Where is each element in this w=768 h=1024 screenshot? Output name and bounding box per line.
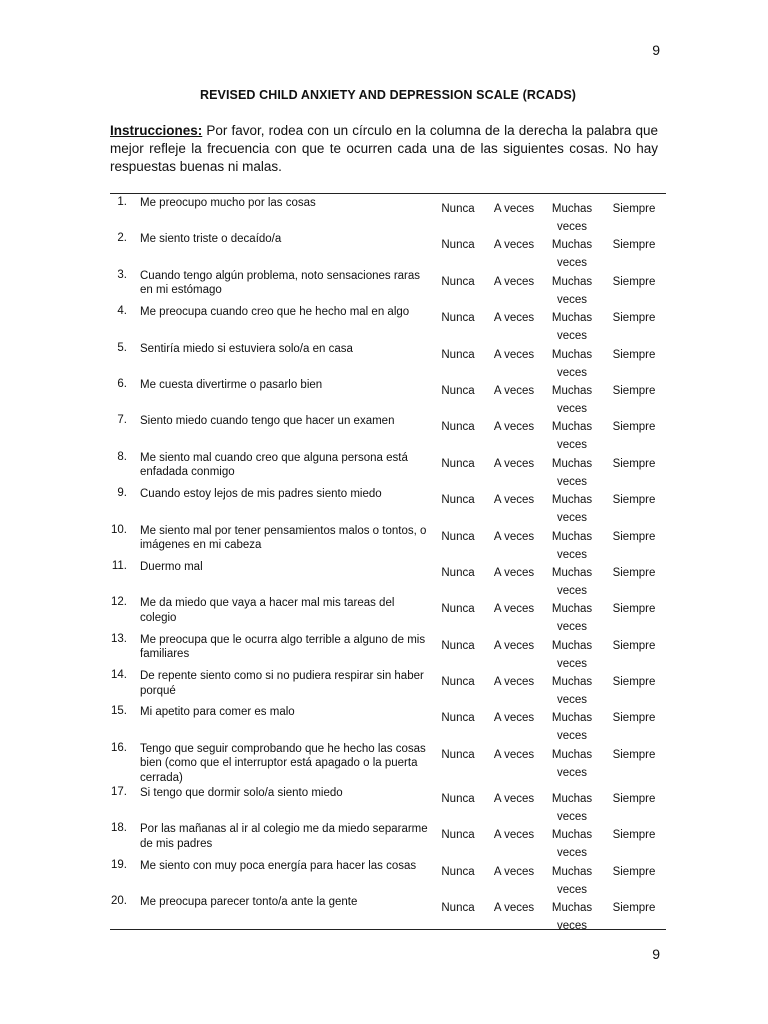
option-muchas-veces[interactable]	[544, 899, 600, 935]
table-row	[110, 667, 666, 707]
item-text: Me siento mal por tener pensamientos malos o tontos, o imágenes en mi cabeza	[140, 524, 427, 552]
option-siempre[interactable]: Siempre	[612, 421, 656, 434]
option-a-veces[interactable]: A veces	[493, 829, 535, 842]
option-siempre[interactable]: Siempre	[612, 902, 656, 915]
option-a-veces[interactable]: A veces	[493, 275, 535, 288]
option-muchas-line1: Muchas	[551, 712, 593, 725]
questionnaire-table	[110, 193, 666, 933]
option-siempre[interactable]: Siempre	[612, 348, 656, 361]
option-muchas-line2: veces	[556, 330, 588, 343]
option-a-veces[interactable]: A veces	[493, 348, 535, 361]
item-number: 16.	[111, 741, 127, 754]
option-muchas-line1: Muchas	[551, 603, 593, 616]
table-row	[110, 703, 666, 743]
option-nunca[interactable]: Nunca	[441, 566, 475, 579]
option-muchas-line1: Muchas	[551, 494, 593, 507]
table-row	[110, 194, 666, 233]
item-number: 19.	[111, 858, 127, 871]
option-muchas-line1: Muchas	[551, 421, 593, 434]
item-text: Tengo que seguir comprobando que he hecho las cosas bien (como que el interruptor está apagado o la puerta cerrada)	[140, 742, 426, 784]
option-muchas-line1: Muchas	[551, 639, 593, 652]
page-title: REVISED CHILD ANXIETY AND DEPRESSION SCALE (RCADS)	[199, 88, 577, 102]
item-text: Por las mañanas al ir al colegio me da miedo separarme de mis padres	[140, 823, 428, 850]
option-a-veces[interactable]: A veces	[493, 676, 535, 689]
option-siempre[interactable]: Siempre	[612, 494, 656, 507]
option-muchas-line1: Muchas	[551, 748, 593, 761]
option-muchas-line1: Muchas	[551, 275, 593, 288]
table-row	[110, 784, 666, 823]
option-nunca[interactable]: Nunca	[441, 239, 475, 252]
option-nunca[interactable]: Nunca	[441, 902, 475, 915]
option-nunca[interactable]: Nunca	[441, 348, 475, 361]
option-muchas-line1: Muchas	[551, 530, 593, 543]
item-number: 7.	[117, 414, 127, 427]
item-text: Duermo mal	[140, 560, 203, 573]
option-siempre[interactable]: Siempre	[612, 748, 656, 761]
item-number: 10.	[111, 523, 127, 536]
option-nunca[interactable]: Nunca	[441, 676, 475, 689]
item-number: 3.	[117, 268, 127, 281]
option-siempre[interactable]: Siempre	[612, 275, 656, 288]
option-a-veces[interactable]: A veces	[493, 712, 535, 725]
item-number: 12.	[111, 596, 127, 609]
table-row	[110, 303, 666, 343]
option-muchas-line2: veces	[556, 883, 588, 896]
table-row	[110, 820, 666, 860]
option-muchas-line2: veces	[556, 657, 588, 670]
item-number: 5.	[117, 341, 127, 354]
instructions-paragraph	[110, 122, 658, 176]
item-number: 9.	[117, 487, 127, 500]
table-row	[110, 594, 666, 634]
option-a-veces[interactable]: A veces	[493, 494, 535, 507]
item-number: 17.	[111, 785, 127, 798]
option-nunca[interactable]: Nunca	[441, 384, 475, 397]
item-text: Me preocupo mucho por las cosas	[140, 197, 316, 209]
item-number: 18.	[111, 822, 127, 835]
option-muchas-line2: veces	[556, 439, 588, 452]
item-number: 20.	[111, 895, 127, 908]
option-muchas-line1: Muchas	[551, 457, 593, 470]
option-siempre[interactable]: Siempre	[612, 384, 656, 397]
item-text: Si tengo que dormir solo/a siento miedo	[140, 786, 343, 799]
option-muchas-line1: Muchas	[551, 829, 593, 842]
option-muchas-line2: veces	[556, 847, 588, 860]
option-siempre[interactable]: Siempre	[612, 457, 656, 470]
option-nunca[interactable]: Nunca	[441, 421, 475, 434]
option-nunca[interactable]: Nunca	[441, 275, 475, 288]
option-muchas-line2: veces	[556, 402, 588, 415]
option-muchas-line2: veces	[556, 766, 588, 779]
option-a-veces[interactable]: A veces	[493, 421, 535, 434]
option-nunca[interactable]: Nunca	[441, 494, 475, 507]
table-row	[110, 893, 666, 933]
item-number: 15.	[111, 705, 127, 718]
table-row	[110, 340, 666, 379]
table-row	[110, 857, 666, 896]
option-nunca[interactable]: Nunca	[441, 457, 475, 470]
item-number: 4.	[117, 305, 127, 318]
option-siempre[interactable]: Siempre	[612, 603, 656, 616]
option-muchas-line1: Muchas	[551, 312, 593, 325]
instructions-lead: Instrucciones:	[110, 123, 203, 138]
table-row	[110, 740, 666, 784]
option-muchas-line2: veces	[556, 221, 588, 233]
option-muchas-line1: Muchas	[551, 566, 593, 579]
option-siempre[interactable]: Siempre	[612, 312, 656, 325]
item-text: Me preocupa cuando creo que he hecho mal en algo	[140, 306, 410, 319]
table-row	[110, 267, 666, 306]
option-siempre[interactable]: Siempre	[612, 792, 656, 805]
item-text: Me siento triste o decaído/a	[140, 233, 282, 246]
instructions-body: Por favor, rodea con un círculo en la columna de la derecha la palabra que mejor refleje la frecuencia con que te ocurren cada una de las siguientes cosas. No hay respuestas buenas ni malas.	[110, 123, 658, 174]
item-text: Me cuesta divertirme o pasarlo bien	[140, 378, 323, 391]
option-a-veces[interactable]: A veces	[493, 865, 535, 878]
page-number-bottom: 9	[652, 946, 660, 962]
item-number: 2.	[117, 232, 127, 245]
option-siempre[interactable]: Siempre	[612, 639, 656, 652]
option-a-veces[interactable]: A veces	[493, 902, 535, 915]
option-muchas-line2: veces	[556, 810, 588, 823]
option-muchas-line2: veces	[556, 548, 588, 561]
option-a-veces[interactable]: A veces	[493, 748, 535, 761]
option-nunca[interactable]: Nunca	[441, 712, 475, 725]
option-siempre[interactable]: Siempre	[612, 676, 656, 689]
item-text: Me siento mal cuando creo que alguna persona está enfadada conmigo	[140, 451, 408, 479]
option-a-veces[interactable]: A veces	[493, 203, 535, 215]
page-number-top: 9	[652, 42, 660, 58]
option-muchas-line1: Muchas	[551, 902, 593, 915]
option-a-veces[interactable]: A veces	[493, 603, 535, 616]
option-muchas-line2: veces	[556, 730, 588, 743]
option-siempre[interactable]: Siempre	[612, 712, 656, 725]
item-number: 6.	[117, 377, 127, 390]
table-row	[110, 412, 666, 452]
option-a-veces[interactable]: A veces	[493, 639, 535, 652]
item-text: Cuando estoy lejos de mis padres siento miedo	[140, 488, 382, 501]
table-row	[110, 631, 666, 670]
option-nunca[interactable]: Nunca	[441, 203, 475, 215]
option-muchas-line1: Muchas	[551, 203, 593, 215]
option-nunca[interactable]: Nunca	[441, 748, 475, 761]
option-muchas-veces[interactable]	[544, 746, 600, 782]
option-nunca[interactable]: Nunca	[441, 603, 475, 616]
table-row	[110, 376, 666, 415]
option-nunca[interactable]: Nunca	[441, 865, 475, 878]
option-siempre[interactable]: Siempre	[612, 865, 656, 878]
table-row	[110, 449, 666, 488]
option-siempre[interactable]: Siempre	[612, 829, 656, 842]
option-muchas-line2: veces	[556, 694, 588, 707]
item-text: Me preocupa parecer tonto/a ante la gente	[140, 896, 358, 909]
option-a-veces[interactable]: A veces	[493, 530, 535, 543]
table-row	[110, 558, 666, 597]
option-muchas-line1: Muchas	[551, 792, 593, 805]
option-a-veces[interactable]: A veces	[493, 239, 535, 252]
option-nunca[interactable]: Nunca	[441, 829, 475, 842]
option-siempre[interactable]: Siempre	[612, 239, 656, 252]
item-text: Me da miedo que vaya a hacer mal mis tareas del colegio	[140, 597, 395, 624]
table-row	[110, 230, 666, 270]
item-number: 8.	[117, 450, 127, 463]
option-siempre[interactable]: Siempre	[612, 566, 656, 579]
option-muchas-line2: veces	[556, 475, 588, 488]
option-a-veces[interactable]: A veces	[493, 566, 535, 579]
option-a-veces[interactable]: A veces	[493, 384, 535, 397]
option-muchas-line1: Muchas	[551, 676, 593, 689]
item-number: 11.	[111, 559, 127, 572]
item-text: Me siento con muy poca energía para hacer las cosas	[140, 859, 417, 872]
item-number: 1.	[117, 196, 127, 208]
item-text: Me preocupa que le ocurra algo terrible a alguno de mis familiares	[140, 633, 426, 661]
option-siempre[interactable]: Siempre	[612, 530, 656, 543]
item-text: Sentiría miedo si estuviera solo/a en casa	[140, 342, 353, 355]
table-row	[110, 522, 666, 561]
option-muchas-line1: Muchas	[551, 348, 593, 361]
option-muchas-line2: veces	[556, 621, 588, 634]
option-nunca[interactable]: Nunca	[441, 792, 475, 805]
option-siempre[interactable]: Siempre	[612, 203, 656, 215]
option-muchas-line2: veces	[556, 920, 588, 933]
option-a-veces[interactable]: A veces	[493, 792, 535, 805]
option-a-veces[interactable]: A veces	[493, 457, 535, 470]
option-a-veces[interactable]: A veces	[493, 312, 535, 325]
option-nunca[interactable]: Nunca	[441, 312, 475, 325]
item-text: Cuando tengo algún problema, noto sensaciones raras en mi estómago	[140, 269, 421, 297]
table-row	[110, 485, 666, 525]
item-number: 13.	[111, 632, 127, 645]
option-muchas-line1: Muchas	[551, 865, 593, 878]
item-number: 14.	[111, 669, 127, 682]
option-muchas-line1: Muchas	[551, 239, 593, 252]
option-muchas-line2: veces	[556, 366, 588, 379]
item-text: Mi apetito para comer es malo	[140, 706, 295, 719]
option-nunca[interactable]: Nunca	[441, 639, 475, 652]
option-muchas-line1: Muchas	[551, 384, 593, 397]
item-text: Siento miedo cuando tengo que hacer un examen	[140, 415, 395, 428]
option-muchas-line2: veces	[556, 512, 588, 525]
option-muchas-line2: veces	[556, 584, 588, 597]
option-muchas-line2: veces	[556, 293, 588, 306]
item-text: De repente siento como si no pudiera respirar sin haber porqué	[140, 670, 424, 697]
option-nunca[interactable]: Nunca	[441, 530, 475, 543]
option-muchas-line2: veces	[556, 257, 588, 270]
